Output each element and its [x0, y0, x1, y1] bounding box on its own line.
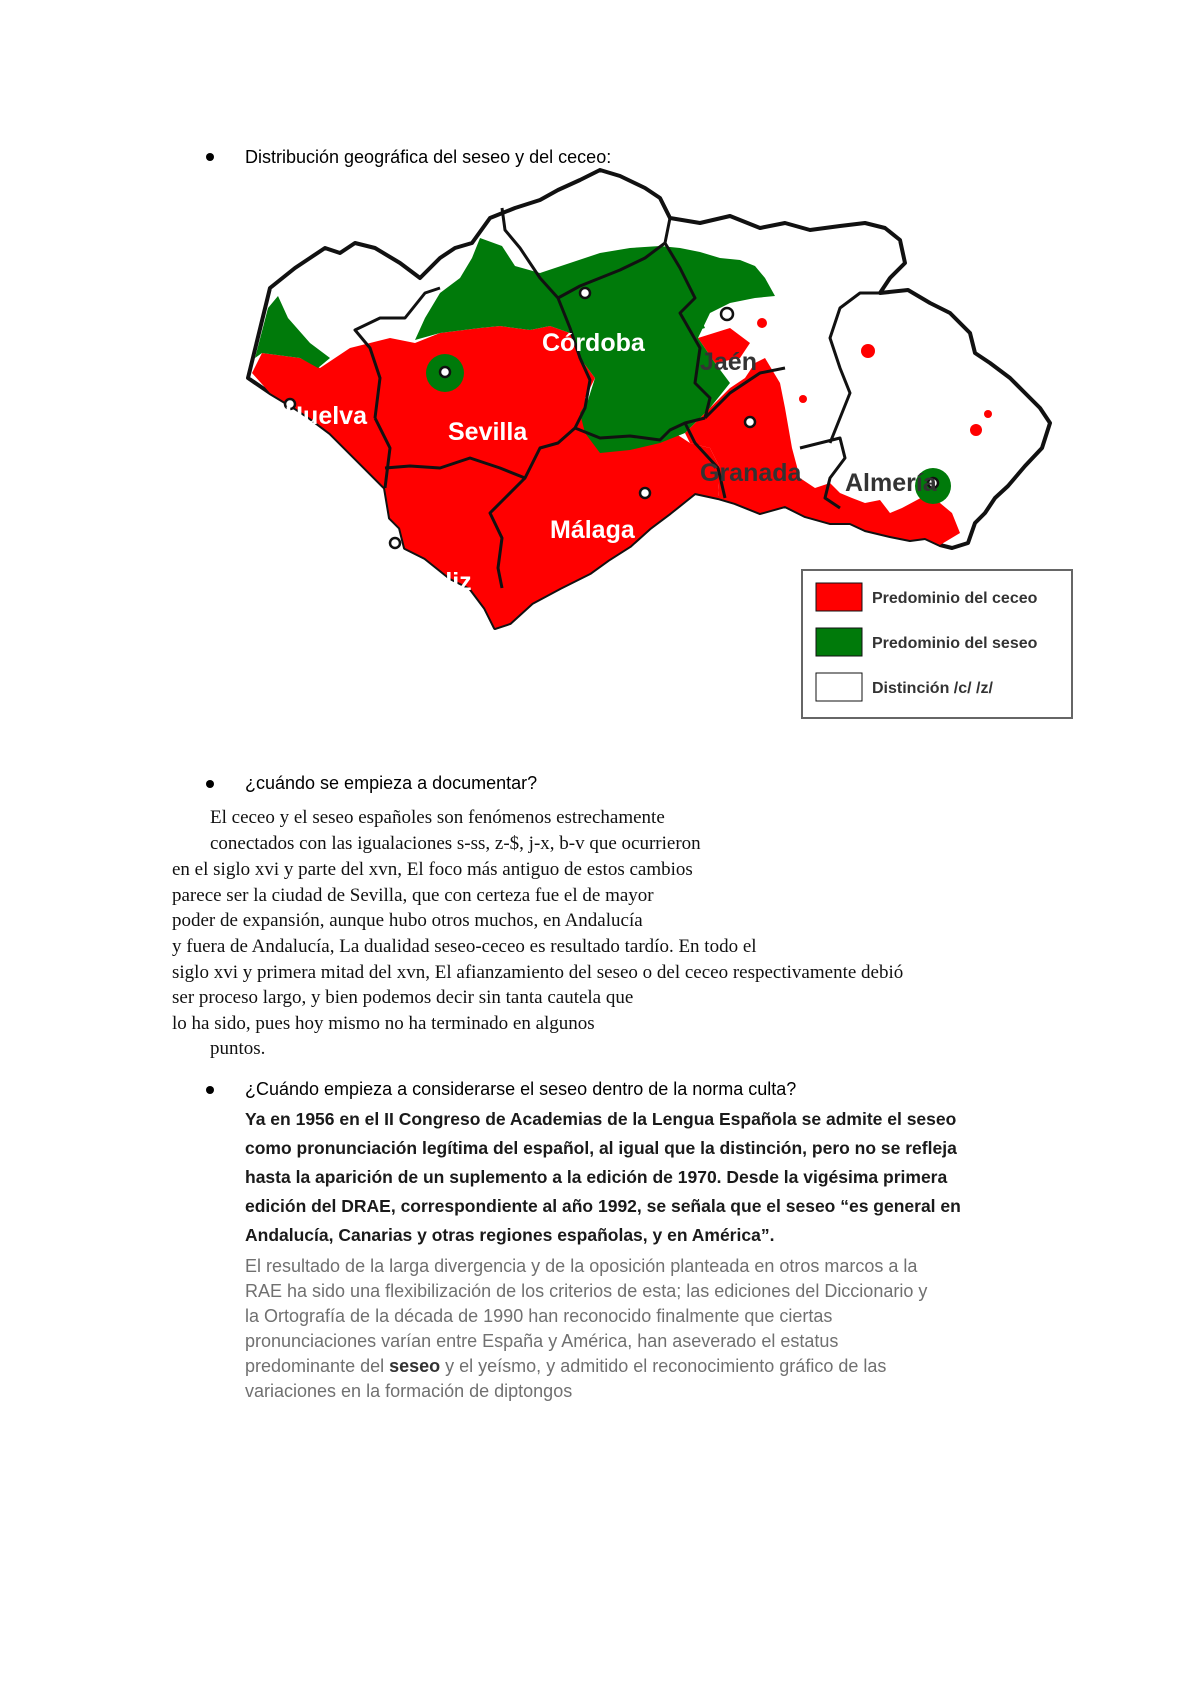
- ceceo-spot: [757, 318, 767, 328]
- ceceo-spot: [799, 395, 807, 403]
- text-line: El ceceo y el seseo españoles son fenómenos estrechamente: [210, 807, 665, 828]
- bullet: [206, 153, 214, 161]
- ceceo-spot: [861, 344, 875, 358]
- text-line: conectados con las igualaciones s-ss, z-$, j-x, b-v que ocurrieron: [210, 833, 701, 854]
- text-fragment: predominante del: [245, 1356, 390, 1376]
- text-line: ser proceso largo, y bien podemos decir sin tanta cautela que: [172, 987, 634, 1008]
- andalusia-map: [240, 168, 1110, 723]
- city-marker-jaen: [721, 308, 733, 320]
- text-line: la Ortografía de la década de 1990 han reconocido finalmente que ciertas: [245, 1306, 833, 1326]
- text-line: variaciones en la formación de diptongos: [245, 1381, 573, 1401]
- bullet: [206, 1086, 214, 1094]
- city-label-cadiz: Cádiz: [405, 568, 472, 596]
- legend-swatch-distincion: [816, 673, 862, 701]
- text-line: lo ha sido, pues hoy mismo no ha terminado en algunos: [172, 1013, 595, 1034]
- text-line: como pronunciación legítima del español, al igual que la distinción, pero no se refleja: [245, 1138, 957, 1158]
- city-label-almeria: Almería: [845, 469, 937, 497]
- legend-label-seseo: Predominio del seseo: [872, 635, 1038, 652]
- city-label-granada: Granada: [700, 459, 802, 487]
- city-label-malaga: Málaga: [550, 516, 635, 544]
- text-line: edición del DRAE, correspondiente al año 1992, se señala que el seseo “es general en: [245, 1196, 961, 1216]
- city-label-jaen: Jaén: [700, 348, 757, 376]
- paragraph-flexibilization: [245, 1254, 1045, 1404]
- city-label-huelva: Huelva: [285, 402, 367, 430]
- paragraph-rae-admission: [245, 1105, 1045, 1250]
- legend-swatch-seseo: [816, 628, 862, 656]
- section-heading-distribution: Distribución geográfica del seseo y del ceceo:: [245, 147, 612, 167]
- text-line: hasta la aparición de un suplemento a la edición de 1970. Desde la vigésima primera: [245, 1167, 948, 1187]
- ceceo-spot: [970, 424, 982, 436]
- text-line: Andalucía, Canarias y otras regiones españolas, y en América”.: [245, 1225, 775, 1245]
- text-line: parece ser la ciudad de Sevilla, que con certeza fue el de mayor: [172, 885, 654, 906]
- text-line: pronunciaciones varían entre España y América, han aseverado el estatus: [245, 1331, 839, 1351]
- city-marker-sevilla: [440, 367, 450, 377]
- city-marker-granada: [745, 417, 755, 427]
- legend-swatch-ceceo: [816, 583, 862, 611]
- city-label-cordoba: Córdoba: [542, 329, 645, 357]
- emphasis-seseo: seseo: [389, 1356, 441, 1376]
- text-line: poder de expansión, aunque hubo otros muchos, en Andalucía: [172, 910, 643, 931]
- text-fragment: y el yeísmo, y admitido el reconocimiento gráfico de las: [440, 1356, 887, 1376]
- ceceo-spot: [984, 410, 992, 418]
- text-line: El resultado de la larga divergencia y de la oposición planteada en otros marcos a la: [245, 1256, 918, 1276]
- section-heading-documentation: ¿cuándo se empieza a documentar?: [245, 773, 538, 793]
- city-marker-cadiz: [390, 538, 400, 548]
- legend-label-ceceo: Predominio del ceceo: [872, 590, 1038, 607]
- legend-label-distincion: Distinción /c/ /z/: [872, 680, 993, 697]
- map-legend: [802, 570, 1072, 718]
- text-line: en el siglo xvi y parte del xvn, El foco más antiguo de estos cambios: [172, 859, 693, 880]
- text-line: [245, 1354, 1045, 1379]
- city-label-sevilla: Sevilla: [448, 418, 528, 446]
- text-line: Ya en 1956 en el II Congreso de Academias de la Lengua Española se admite el seseo: [245, 1109, 957, 1129]
- text-line: RAE ha sido una flexibilización de los criterios de esta; las ediciones del Diccionario y: [245, 1281, 928, 1301]
- text-line: y fuera de Andalucía, La dualidad seseo-ceceo es resultado tardío. En todo el: [172, 936, 757, 957]
- city-marker-malaga: [640, 488, 650, 498]
- text-line: puntos.: [210, 1038, 266, 1059]
- city-marker-cordoba: [580, 288, 590, 298]
- text-line: siglo xvi y primera mitad del xvn, El afianzamiento del seseo o del ceceo respectivamente debió: [172, 962, 904, 983]
- section-heading-norma-culta: ¿Cuándo empieza a considerarse el seseo dentro de la norma culta?: [245, 1079, 797, 1099]
- bullet: [206, 780, 214, 788]
